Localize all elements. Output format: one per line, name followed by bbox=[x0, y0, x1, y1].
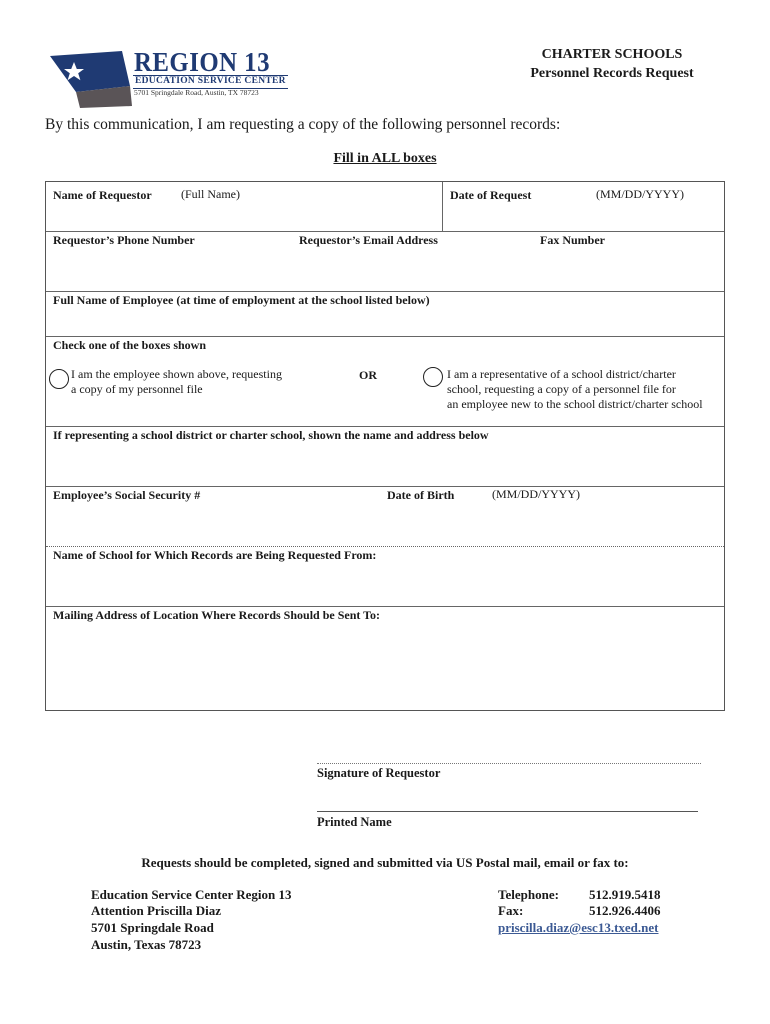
option2-line2: school, requesting a copy of a personnel file for bbox=[447, 382, 676, 396]
submission-instructions: Requests should be completed, signed and submitted via US Postal mail, email or fax to: bbox=[141, 855, 629, 870]
email-label: Requestor’s Email Address bbox=[299, 233, 438, 247]
logo-address: 5701 Springdale Road, Austin, TX 78723 bbox=[134, 88, 259, 97]
contact-street: 5701 Springdale Road bbox=[91, 920, 214, 935]
fax-field[interactable] bbox=[534, 248, 724, 290]
contact-org: Education Service Center Region 13 bbox=[91, 887, 292, 902]
name-of-requestor-field[interactable] bbox=[47, 183, 441, 230]
phone-label: Requestor’s Phone Number bbox=[53, 233, 195, 247]
mailing-address-field[interactable] bbox=[47, 624, 724, 709]
ssn-field[interactable] bbox=[47, 504, 377, 545]
dob-format-hint: (MM/DD/YYYY) bbox=[492, 487, 580, 501]
employee-full-name-label: Full Name of Employee (at time of employment at the school listed below) bbox=[53, 293, 430, 307]
fax-value: 512.926.4406 bbox=[589, 903, 661, 918]
option1-line1: I am the employee shown above, requesting bbox=[71, 367, 282, 381]
representing-label: If representing a school district or charter school, shown the name and address below bbox=[53, 428, 489, 442]
school-name-field[interactable] bbox=[47, 564, 724, 605]
school-name-label: Name of School for Which Records are Being Requested From: bbox=[53, 548, 377, 562]
fill-all-heading: Fill in ALL boxes bbox=[333, 151, 437, 166]
logo-title: REGION 13 bbox=[134, 47, 270, 77]
employee-full-name-field[interactable] bbox=[47, 308, 724, 335]
phone-field[interactable] bbox=[47, 248, 287, 290]
option2-line3: an employee new to the school district/charter school bbox=[447, 397, 703, 411]
or-label: OR bbox=[359, 368, 377, 382]
contact-attention: Attention Priscilla Diaz bbox=[91, 903, 221, 918]
fax-contact-label: Fax: bbox=[498, 903, 524, 918]
signature-label: Signature of Requestor bbox=[317, 766, 441, 780]
date-of-request-label: Date of Request bbox=[450, 188, 532, 202]
header-line1: CHARTER SCHOOLS bbox=[541, 47, 683, 62]
dob-label: Date of Birth bbox=[387, 488, 455, 502]
email-field[interactable] bbox=[291, 248, 531, 290]
dob-field[interactable] bbox=[384, 504, 724, 545]
representative-option-radio[interactable] bbox=[423, 367, 443, 387]
name-of-requestor-label: Name of Requestor bbox=[53, 188, 152, 202]
date-format-hint: (MM/DD/YYYY) bbox=[596, 187, 684, 201]
option2-line1: I am a representative of a school district/charter bbox=[447, 367, 676, 381]
logo-subtitle: EDUCATION SERVICE CENTER bbox=[133, 75, 288, 89]
request-form bbox=[45, 181, 725, 711]
contact-email-link[interactable]: priscilla.diaz@esc13.txed.net bbox=[498, 920, 659, 935]
check-one-label: Check one of the boxes shown bbox=[53, 338, 207, 352]
header-line2: Personnel Records Request bbox=[530, 66, 694, 81]
printed-name-label: Printed Name bbox=[317, 815, 392, 829]
mailing-address-label: Mailing Address of Location Where Records Should be Sent To: bbox=[53, 608, 381, 622]
intro-text: By this communication, I am requesting a copy of the following personnel records: bbox=[45, 116, 561, 133]
ssn-label: Employee’s Social Security # bbox=[53, 488, 201, 502]
date-of-request-field[interactable] bbox=[444, 183, 724, 230]
printed-name-line[interactable] bbox=[317, 811, 698, 812]
employee-option-radio[interactable] bbox=[49, 369, 69, 389]
full-name-hint: (Full Name) bbox=[181, 187, 240, 201]
telephone-value: 512.919.5418 bbox=[589, 887, 661, 902]
district-name-address-field[interactable] bbox=[47, 444, 724, 485]
texas-flag-shape bbox=[50, 51, 130, 92]
signature-line[interactable] bbox=[317, 763, 701, 764]
fax-label: Fax Number bbox=[540, 233, 605, 247]
telephone-label: Telephone: bbox=[498, 887, 559, 902]
option1-line2: a copy of my personnel file bbox=[71, 382, 203, 396]
contact-city: Austin, Texas 78723 bbox=[91, 937, 202, 952]
